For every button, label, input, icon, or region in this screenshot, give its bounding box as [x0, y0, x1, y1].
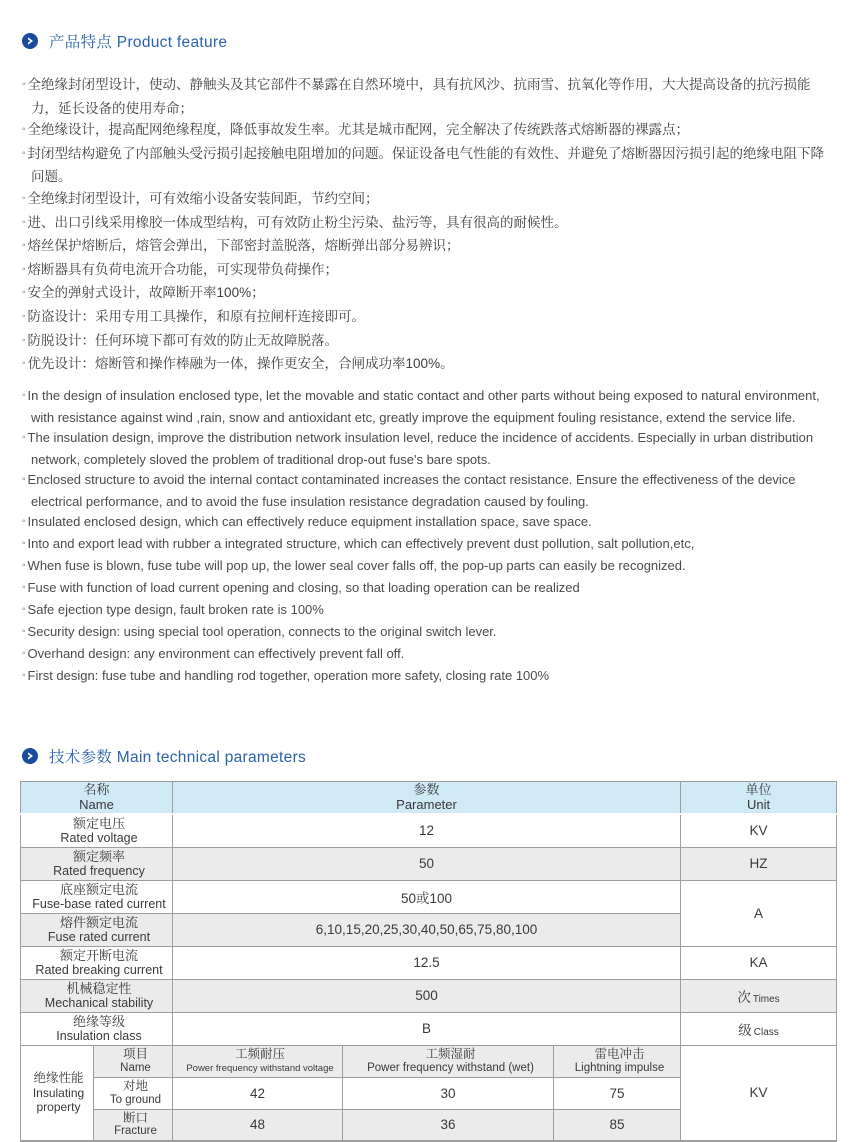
feature-text: 全绝缘封闭型设计，可有效缩小设备安装间距，节约空间；	[27, 190, 379, 206]
unit-cell: KA	[681, 946, 837, 979]
param-name-cell: 额定频率 Rated frequency	[21, 847, 173, 880]
bullet-icon: ◦	[22, 240, 26, 252]
bullet-icon: ◦	[22, 287, 26, 299]
bullet-icon: ◦	[22, 581, 26, 593]
unit-cell: HZ	[681, 847, 837, 880]
table-row-rated-breaking-current	[21, 946, 837, 979]
bullet-icon: ◦	[22, 358, 26, 370]
feature-item-cn	[22, 282, 836, 306]
value-cell: 85	[554, 1109, 681, 1141]
bullet-icon: ◦	[22, 515, 26, 527]
feature-text: First design: fuse tube and handling rod together, operation more safety, closing rate 100%	[27, 667, 550, 683]
unit-cell: 级 Class	[681, 1012, 837, 1045]
feature-text: The insulation design, improve the distribution network insulation level, reduce the incidence of accidents. Especially in urban distribution network, completely sloved the problem of traditional drop-out fuse's bare spots.	[27, 429, 814, 467]
param-name-cell: 额定电压 Rated voltage	[21, 814, 173, 847]
value-cell: 75	[554, 1077, 681, 1109]
unit-cell-merged: KV	[681, 1045, 837, 1141]
feature-text: 全绝缘设计，提高配网绝缘程度，降低事故发生率。尤其是城市配网，完全解决了传统跌落式熔断器的裸露点；	[27, 122, 690, 138]
param-value-cell: 50或100	[173, 880, 681, 913]
table-row-mechanical-stability	[21, 979, 837, 1012]
header-parameter: 参数 Parameter	[173, 781, 681, 814]
bullet-icon: ◦	[22, 124, 26, 136]
bullet-icon: ◦	[22, 559, 26, 571]
feature-text: 熔丝保护熔断后，熔管会弹出，下部密封盖脱落，熔断弹出部分易辨识；	[27, 238, 460, 254]
feature-list-cn	[22, 74, 836, 377]
param-name-cell: 熔件额定电流 Fuse rated current	[21, 913, 173, 946]
section-header-product-feature	[22, 30, 850, 52]
value-cell: 48	[173, 1109, 343, 1141]
table-row-rated-voltage	[21, 814, 837, 847]
bullet-icon: ◦	[22, 431, 26, 443]
feature-item-en	[22, 386, 836, 428]
param-name-cell: 底座额定电流 Fuse-base rated current	[21, 880, 173, 913]
bullet-icon: ◦	[22, 647, 26, 659]
feature-list-en	[22, 386, 836, 688]
subheader-item: 项目 Name	[94, 1045, 173, 1077]
section-title-product-feature: 产品特点 Product feature	[49, 34, 228, 51]
feature-text: Overhand design: any environment can effectively prevent fall off.	[27, 645, 405, 661]
value-cell: 42	[173, 1077, 343, 1109]
bullet-icon: ◦	[22, 263, 26, 275]
feature-text: 优先设计：熔断管和操作棒融为一体，操作更安全，合闸成功率100%。	[27, 356, 454, 372]
feature-text: 熔断器具有负荷电流开合功能，可实现带负荷操作；	[27, 261, 339, 277]
subheader-withstand-wet: 工频湿耐 Power frequency withstand (wet)	[343, 1045, 554, 1077]
bullet-icon: ◦	[22, 669, 26, 681]
section-title-technical-parameters: 技术参数 Main technical parameters	[49, 748, 307, 766]
bullet-icon: ◦	[22, 334, 26, 346]
table-row-rated-frequency	[21, 847, 837, 880]
value-cell: 36	[343, 1109, 554, 1141]
bullet-icon: ◦	[22, 79, 26, 90]
subheader-withstand-voltage: 工频耐压 Power frequency withstand voltage	[173, 1045, 343, 1077]
param-value-cell: 12.5	[173, 946, 681, 979]
feature-item-en	[22, 578, 836, 600]
insulating-subheader-row	[21, 1045, 837, 1077]
table-row-insulation-class	[21, 1012, 837, 1045]
bullet-icon: ◦	[22, 389, 26, 401]
bullet-icon: ◦	[22, 147, 26, 159]
param-value-cell: 6,10,15,20,25,30,40,50,65,75,80,100	[173, 913, 681, 946]
param-name-cell: 额定开断电流 Rated breaking current	[21, 946, 173, 979]
feature-item-cn	[22, 74, 836, 119]
feature-item-en	[22, 622, 836, 644]
feature-item-en	[22, 600, 836, 622]
feature-text: 进、出口引线采用橡胶一体成型结构，可有效防止粉尘污染、盐污等，具有很高的耐候性。	[27, 214, 568, 230]
section-header-technical-parameters	[22, 745, 850, 767]
parameters-table	[20, 781, 837, 1142]
unit-cell-merged: A	[681, 880, 837, 946]
feature-item-en	[22, 644, 836, 666]
param-name-cell: 机械稳定性 Mechanical stability	[21, 979, 173, 1012]
param-value-cell: 50	[173, 847, 681, 880]
sub-row-name: 对地 To ground	[94, 1077, 173, 1109]
feature-item-en	[22, 512, 836, 534]
header-unit: 单位 Unit	[681, 781, 837, 814]
feature-item-cn	[22, 330, 836, 354]
feature-item-en	[22, 666, 836, 688]
feature-text: Insulated enclosed design, which can effectively reduce equipment installation space, save space.	[27, 513, 592, 529]
bullet-icon: ◦	[22, 310, 26, 322]
feature-text: 防盗设计：采用专用工具操作，和原有拉闸杆连接即可。	[27, 308, 366, 324]
subheader-lightning-impulse: 雷电冲击 Lightning impulse	[554, 1045, 681, 1077]
feature-text: Fuse with function of load current opening and closing, so that loading operation can be realized	[27, 579, 580, 595]
insulating-property-cell: 绝缘性能 Insulating property	[21, 1045, 94, 1141]
feature-text: Enclosed structure to avoid the internal contact contaminated increases the contact resistance. Ensure the effectiveness of the device electrical performance, and to avoid the fuse insulation resistance degradation caused by fouling.	[27, 471, 796, 509]
bullet-icon: ◦	[22, 625, 26, 637]
feature-text: 封闭型结构避免了内部触头受污损引起接触电阻增加的问题。保证设备电气性能的有效性、并避免了熔断器因污损引起的绝缘电阻下降问题。	[27, 145, 825, 185]
arrow-circle-icon	[22, 748, 38, 764]
feature-text: 安全的弹射式设计，故障断开率100%；	[27, 285, 265, 301]
feature-text: In the design of insulation enclosed type, let the movable and static contact and other parts without being exposed to natural environment, with resistance against wind ,rain, snow and antioxidant etc, greatly improve the equipment fouling resistance, extend the service life.	[27, 387, 820, 425]
feature-item-en	[22, 534, 836, 556]
table-header-row	[21, 781, 837, 814]
feature-text: Security design: using special tool operation, connects to the original switch lever.	[27, 623, 497, 639]
table-row-fuse-base-rated-current	[21, 880, 837, 913]
feature-item-cn	[22, 353, 836, 377]
param-value-cell: 500	[173, 979, 681, 1012]
feature-item-en	[22, 556, 836, 578]
arrow-circle-icon	[22, 33, 38, 49]
feature-item-cn	[22, 212, 836, 236]
bullet-icon: ◦	[22, 603, 26, 615]
feature-item-cn	[22, 143, 836, 188]
value-cell: 30	[343, 1077, 554, 1109]
feature-text: 全绝缘封闭型设计，使动、静触头及其它部件不暴露在自然环境中，具有抗风沙、抗雨雪、抗氧化等作用，大大提高设备的抗污损能力，延长设备的使用寿命；	[27, 77, 811, 116]
bullet-icon: ◦	[22, 537, 26, 549]
unit-cell: 次 Times	[681, 979, 837, 1012]
feature-item-cn	[22, 259, 836, 283]
param-value-cell: B	[173, 1012, 681, 1045]
param-value-cell: 12	[173, 814, 681, 847]
bullet-icon: ◦	[22, 192, 26, 204]
feature-text: Into and export lead with rubber a integrated structure, which can effectively prevent dust pollution, salt pollution,etc,	[27, 535, 695, 551]
feature-text: Safe ejection type design, fault broken rate is 100%	[27, 601, 324, 617]
feature-text: When fuse is blown, fuse tube will pop up, the lower seal cover falls off, the pop-up parts can easily be recognized.	[27, 557, 686, 573]
feature-item-cn	[22, 188, 836, 212]
bullet-icon: ◦	[22, 473, 26, 485]
feature-item-en	[22, 428, 836, 470]
feature-item-cn	[22, 306, 836, 330]
feature-item-cn	[22, 119, 836, 143]
bullet-icon: ◦	[22, 216, 26, 228]
feature-item-en	[22, 470, 836, 512]
unit-cell: KV	[681, 814, 837, 847]
feature-text: 防脱设计：任何环境下都可有效的防止无故障脱落。	[27, 332, 339, 348]
header-name: 名称 Name	[21, 781, 173, 814]
sub-row-name: 断口 Fracture	[94, 1109, 173, 1141]
param-name-cell: 绝缘等级 Insulation class	[21, 1012, 173, 1045]
feature-item-cn	[22, 235, 836, 259]
